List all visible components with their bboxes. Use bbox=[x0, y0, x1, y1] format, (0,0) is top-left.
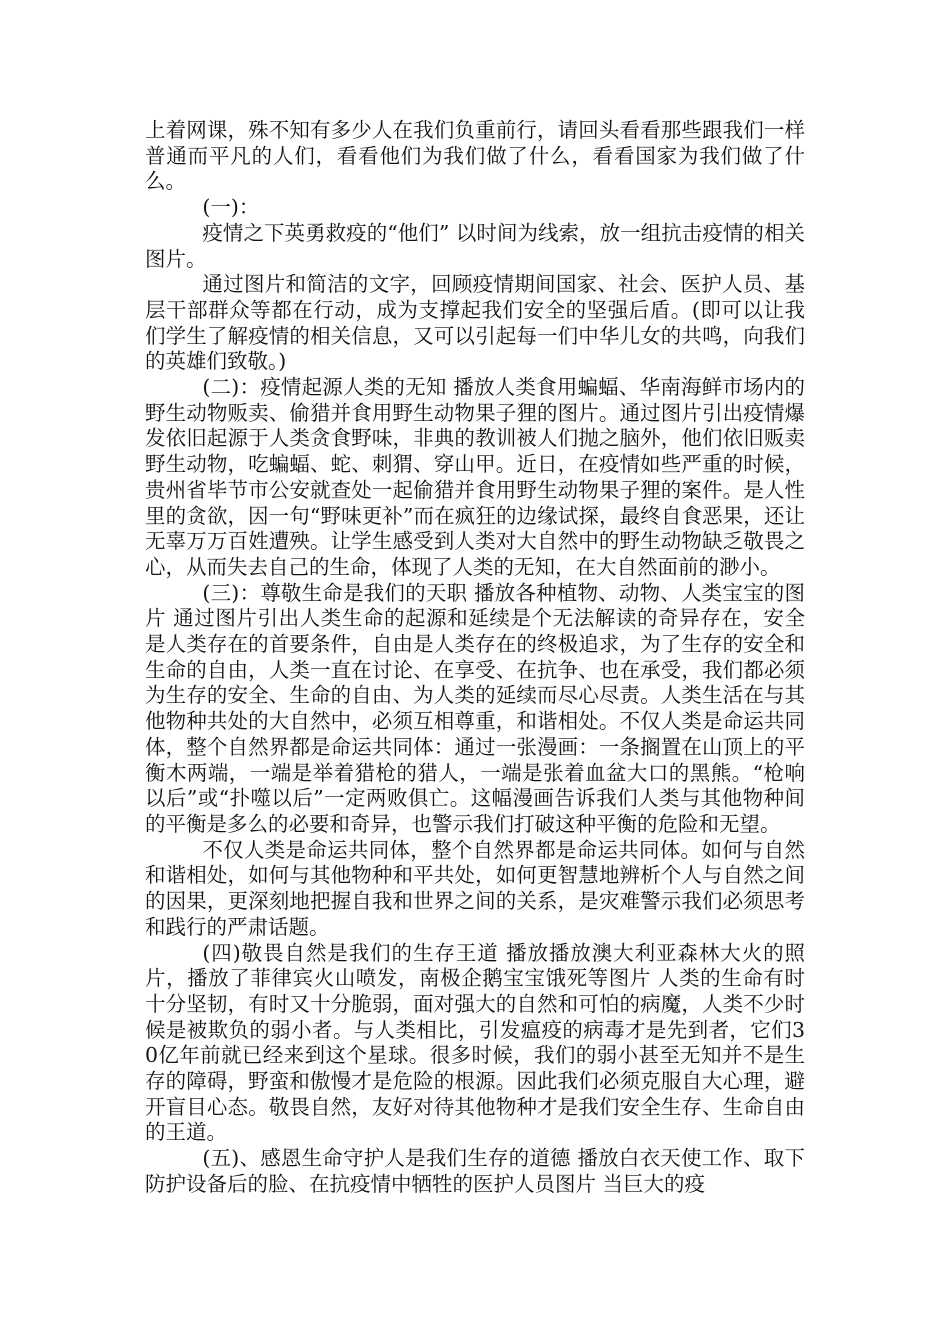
paragraph-2: (一)： bbox=[202, 195, 260, 220]
paragraph-9: (五)、感恩生命守护人是我们生存的道德 播放白衣天使工作、取下防护设备后的脸、在抗疫情中牺牲的医护人员图片 当巨大的疫 bbox=[145, 1146, 805, 1196]
paragraph-1: 上着网课，殊不知有多少人在我们负重前行，请回头看看那些跟我们一样普通而平凡的人们，看看他们为我们做了什么，看看国家为我们做了什么。 bbox=[145, 118, 805, 194]
paragraph-6: (三)：尊敬生命是我们的天职 播放各种植物、动物、人类宝宝的图片 通过图片引出人类生命的起源和延续是个无法解读的奇异存在，安全是人类存在的首要条件，自由是人类存在的终极追求，为了生存的安全和生命的自由，人类一直在讨论、在享受、在抗争、也在承受，我们都必须为生存的安全、生命的自由、为人类的延续而尽心尽责。人类生活在与其他物种共处的大自然中，必须互相尊重，和谐相处。不仅人类是命运共同体，整个自然界都是命运共同体：通过一张漫画：一条搁置在山顶上的平衡木两端，一端是举着猎枪的猎人，一端是张着血盆大口的黑熊。“枪响以后”或“扑噬以后”一定两败俱亡。这幅漫画告诉我们人类与其他物种间的平衡是多么的必要和奇异，也警示我们打破这种平衡的危险和无望。 bbox=[145, 580, 805, 836]
document-body bbox=[145, 118, 805, 1198]
paragraph-7: 不仅人类是命运共同体，整个自然界都是命运共同体。如何与自然和谐相处，如何与其他物种和平共处，如何更智慧地辨析个人与自然之间的因果，更深刻地把握自我和世界之间的关系，是灾难警示我们必须思考和践行的严肃话题。 bbox=[145, 837, 805, 939]
paragraph-8: (四)敬畏自然是我们的生存王道 播放播放澳大利亚森林大火的照片，播放了菲律宾火山喷发，南极企鹅宝宝饿死等图片 人类的生命有时十分坚韧，有时又十分脆弱，面对强大的自然和可怕的病魔，人类不少时候是被欺负的弱小者。与人类相比，引发瘟疫的病毒才是先到者，它们30亿年前就已经来到这个星球。很多时候，我们的弱小甚至无知并不是生存的障碍，野蛮和傲慢才是危险的根源。因此我们必须克服自大心理，避开盲目心态。敬畏自然，友好对待其他物种才是我们安全生存、生命自由的王道。 bbox=[145, 940, 805, 1145]
paragraph-5: (二)：疫情起源人类的无知 播放人类食用蝙蝠、华南海鲜市场内的野生动物贩卖、偷猎并食用野生动物果子狸的图片。通过图片引出疫情爆发依旧起源于人类贪食野味，非典的教训被人们抛之脑外，他们依旧贩卖野生动物，吃蝙蝠、蛇、刺猬、穿山甲。近日，在疫情如些严重的时候，贵州省毕节市公安就查处一起偷猎并食用野生动物果子狸的案件。是人性里的贪欲，因一句“野味更补”而在疯狂的边缘试探，最终自食恶果，还让无辜万万百姓遭殃。让学生感受到人类对大自然中的野生动物缺乏敬畏之心，从而失去自己的生命，体现了人类的无知，在大自然面前的渺小。 bbox=[145, 375, 805, 579]
paragraph-4: 通过图片和简洁的文字，回顾疫情期间国家、社会、医护人员、基层干部群众等都在行动，成为支撑起我们安全的坚强后盾。(即可以让我们学生了解疫情的相关信息，又可以引起每一们中华儿女的共鸣，向我们的英雄们致敬。) bbox=[145, 272, 805, 374]
paragraph-3: 疫情之下英勇救疫的“他们” 以时间为线索，放一组抗击疫情的相关图片。 bbox=[145, 220, 805, 271]
